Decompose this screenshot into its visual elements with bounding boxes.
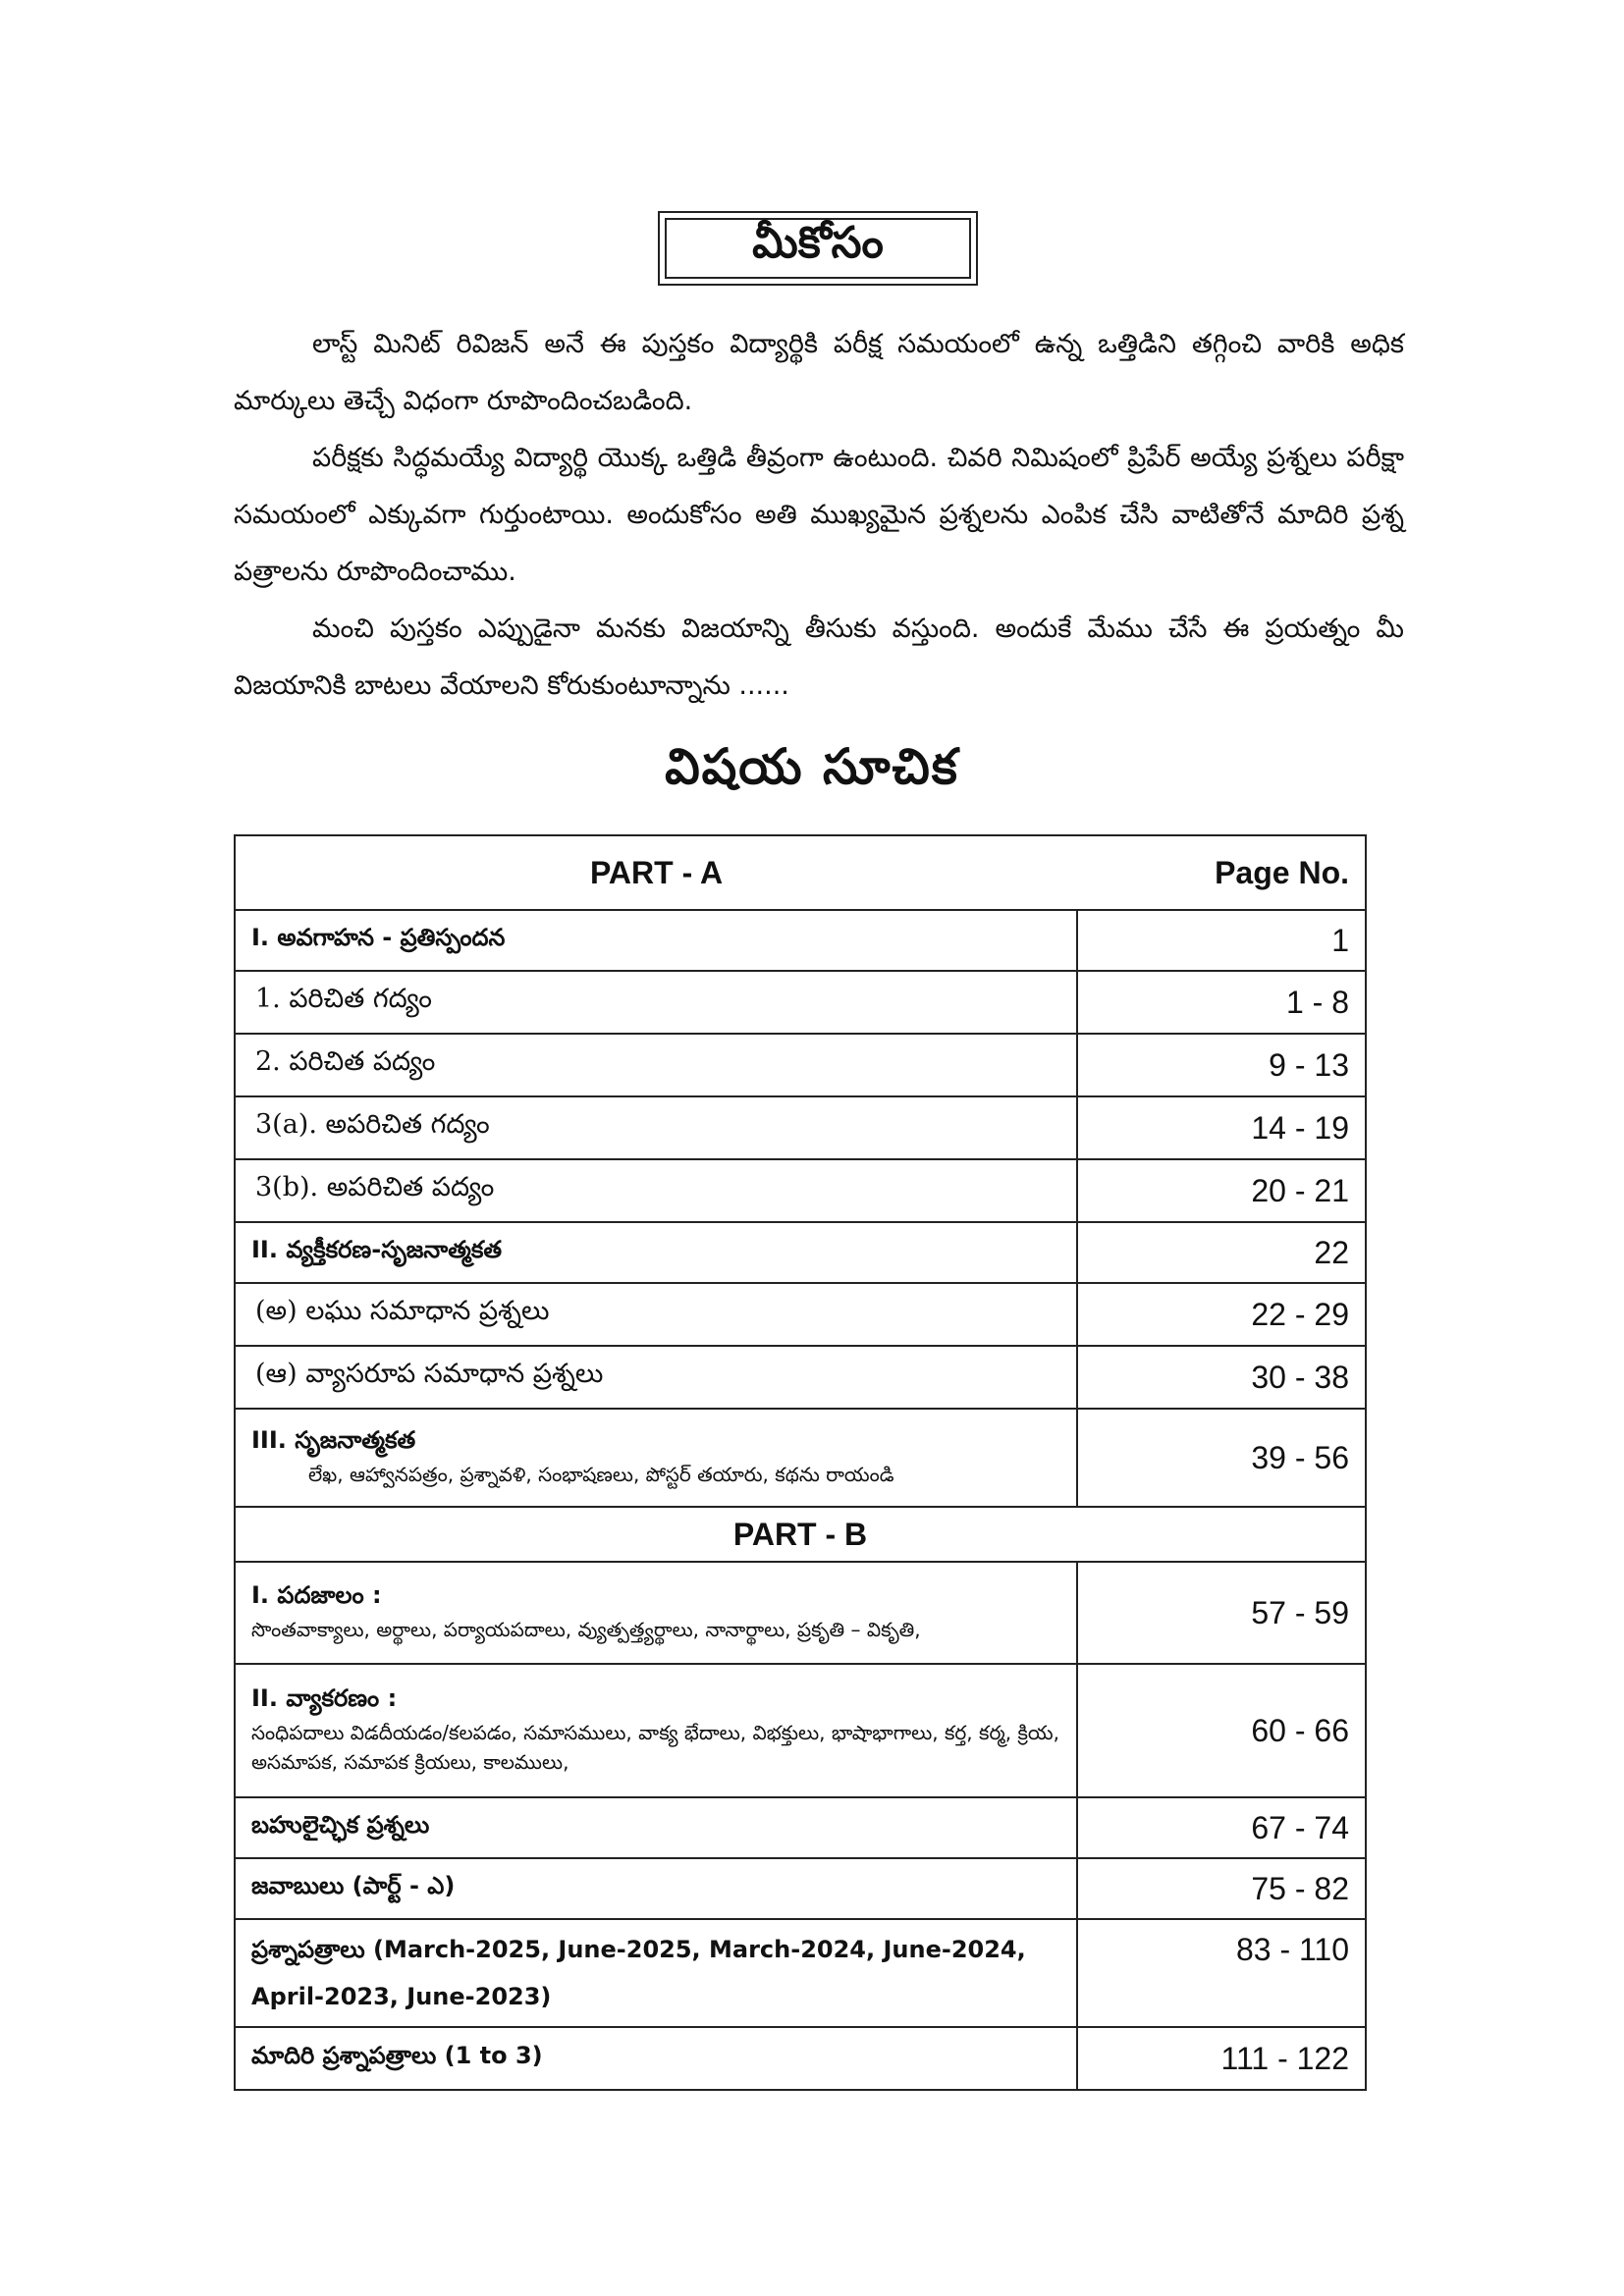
toc-row	[235, 910, 1366, 971]
toc-pages: 9 - 13	[1077, 1034, 1366, 1096]
intro-paragraph-3: మంచి పుస్తకం ఎప్పుడైనా మనకు విజయాన్ని తీసుకు వస్తుంది. అందుకే మేము చేసే ఈ ప్రయత్నం మీ విజయానికి బాటలు వేయాలని కోరుకుంటూన్నాను ......	[234, 614, 1404, 701]
toc-label: (అ) లఘు సమాధాన ప్రశ్నలు	[235, 1283, 1077, 1346]
page-title: మీకోసం	[665, 218, 971, 279]
toc-table	[234, 834, 1367, 2091]
toc-label: I. అవగాహన - ప్రతిస్పందన	[235, 910, 1077, 971]
toc-pages: 83 - 110	[1077, 1919, 1366, 2027]
toc-cell	[235, 1409, 1077, 1507]
toc-label: I. పదజాలం :	[251, 1581, 382, 1609]
toc-heading: విషయ సూచిక	[665, 738, 959, 795]
title-box	[658, 211, 978, 286]
toc-label: II. వ్యక్తీకరణ-సృజనాత్మకత	[235, 1222, 1077, 1283]
toc-pages: 39 - 56	[1077, 1409, 1366, 1507]
toc-pages: 60 - 66	[1077, 1664, 1366, 1797]
toc-label: 3(b). అపరిచిత పద్యం	[235, 1159, 1077, 1222]
toc-label: జవాబులు (పార్ట్ - ఎ)	[235, 1858, 1077, 1919]
toc-pages: 111 - 122	[1077, 2027, 1366, 2090]
toc-pages: 30 - 38	[1077, 1346, 1366, 1409]
toc-label: 3(a). అపరిచిత గద్యం	[235, 1096, 1077, 1159]
intro-paragraph-2: పరీక్షకు సిద్ధమయ్యే విద్యార్థి యొక్క ఒత్తిడి తీవ్రంగా ఉంటుంది. చివరి నిమిషంలో ప్రిపేర్ అయ్యే ప్రశ్నలు పరీక్షా సమయంలో ఎక్కువగా గుర్తుంటాయి. అందుకోసం అతి ముఖ్యమైన ప్రశ్నలను ఎంపిక చేసి వాటితోనే మాదిరి ప్రశ్న పత్రాలను రూపొందించాము.	[234, 443, 1404, 587]
toc-label: బహులైచ్ఛిక ప్రశ్నలు	[235, 1797, 1077, 1858]
toc-cell	[235, 1562, 1077, 1664]
intro-paragraph-1: లాస్ట్ మినిట్ రివిజన్ అనే ఈ పుస్తకం విద్యార్థికి పరీక్ష సమయంలో ఉన్న ఒత్తిడిని తగ్గించి వారికి అధిక మార్కులు తెచ్చే విధంగా రూపొందించబడింది.	[234, 329, 1404, 416]
toc-note: లేఖ, ఆహ్వానపత్రం, ప్రశ్నావళి, సంభాషణలు, పోస్టర్ తయారు, కథను రాయండి	[308, 1463, 894, 1486]
toc-note: సంధిపదాలు విడదీయడం/కలపడం, సమాసములు, వాక్య భేదాలు, విభక్తులు, భాషాభాగాలు, కర్త, కర్మ, క్రియ, అసమాపక, సమాపక క్రియలు, కాలములు,	[251, 1721, 1059, 1774]
toc-cell	[235, 1664, 1077, 1797]
toc-row	[235, 1283, 1366, 1346]
toc-row	[235, 1346, 1366, 1409]
toc-row	[235, 1562, 1366, 1664]
part-b-row	[235, 1507, 1366, 1562]
toc-row	[235, 1034, 1366, 1096]
toc-row	[235, 971, 1366, 1034]
toc-row	[235, 1664, 1366, 1797]
toc-pages: 22 - 29	[1077, 1283, 1366, 1346]
toc-header-row	[235, 835, 1366, 910]
intro-text	[234, 316, 1404, 715]
toc-pages: 67 - 74	[1077, 1797, 1366, 1858]
toc-label: 1. పరిచిత గద్యం	[235, 971, 1077, 1034]
toc-label: మాదిరి ప్రశ్నాపత్రాలు (1 to 3)	[235, 2027, 1077, 2090]
toc-row	[235, 2027, 1366, 2090]
toc-row	[235, 1159, 1366, 1222]
page-no-header: Page No.	[1077, 835, 1366, 910]
toc-pages: 75 - 82	[1077, 1858, 1366, 1919]
toc-pages: 57 - 59	[1077, 1562, 1366, 1664]
toc-row	[235, 1797, 1366, 1858]
part-a-header: PART - A	[235, 835, 1077, 910]
toc-row	[235, 1409, 1366, 1507]
toc-row	[235, 1919, 1366, 2027]
toc-label: II. వ్యాకరణం :	[251, 1684, 398, 1712]
toc-note: సొంతవాక్యాలు, అర్థాలు, పర్యాయపదాలు, వ్యుత్పత్త్యర్థాలు, నానార్థాలు, ప్రకృతి – వికృతి,	[251, 1618, 921, 1641]
toc-label: 2. పరిచిత పద్యం	[235, 1034, 1077, 1096]
toc-label: ప్రశ్నాపత్రాలు (March-2025, June-2025, March-2024, June-2024, April-2023, June-2023)	[235, 1919, 1077, 2027]
toc-label: III. సృజనాత్మకత	[251, 1426, 416, 1454]
toc-row	[235, 1858, 1366, 1919]
toc-pages: 1 - 8	[1077, 971, 1366, 1034]
toc-pages: 22	[1077, 1222, 1366, 1283]
toc-label: (ఆ) వ్యాసరూప సమాధాన ప్రశ్నలు	[235, 1346, 1077, 1409]
toc-row	[235, 1222, 1366, 1283]
part-b-header: PART - B	[235, 1507, 1366, 1562]
toc-row	[235, 1096, 1366, 1159]
toc-pages: 20 - 21	[1077, 1159, 1366, 1222]
toc-pages: 1	[1077, 910, 1366, 971]
toc-pages: 14 - 19	[1077, 1096, 1366, 1159]
